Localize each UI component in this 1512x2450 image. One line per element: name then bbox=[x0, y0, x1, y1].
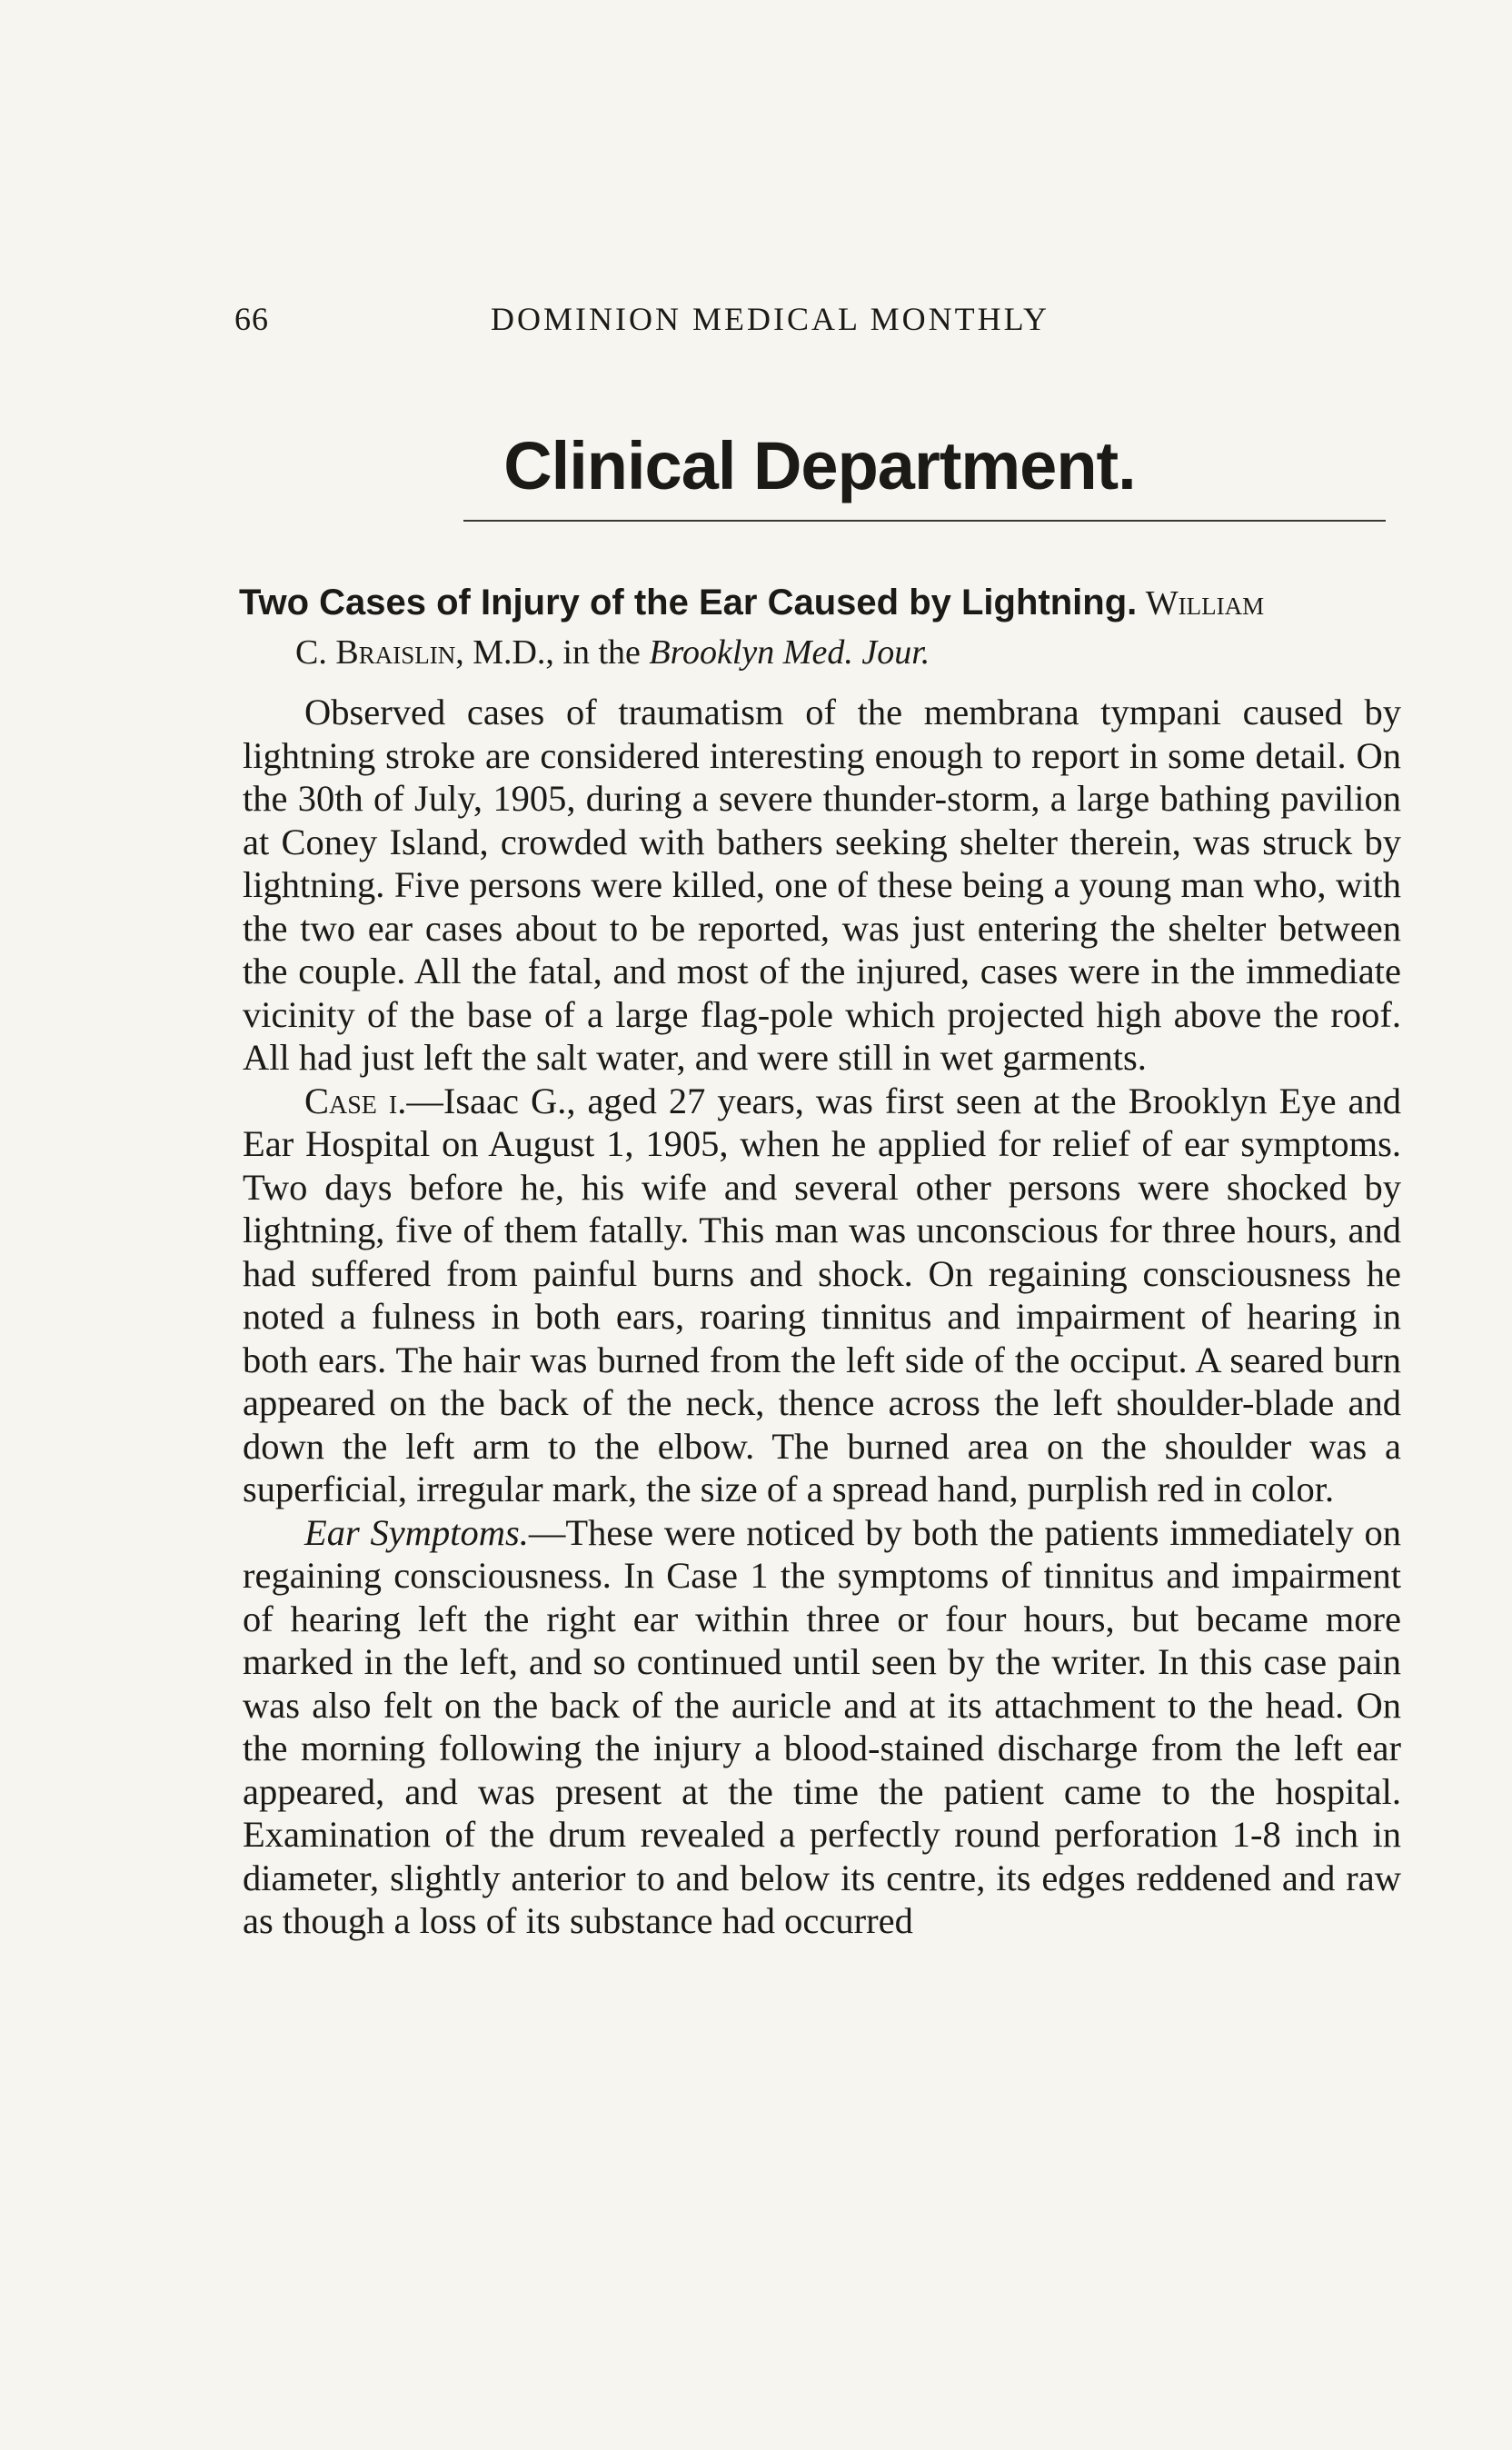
section-divider bbox=[463, 520, 1386, 522]
article-body bbox=[243, 691, 1401, 1943]
case-label: Case i. bbox=[304, 1080, 407, 1121]
case-1-text: —Isaac G., aged 27 years, was first seen at the Brooklyn Eye and Ear Hospital on August 1, 1905, when he applied for relief of ear symptoms. Two days before he, his wife and several other persons were shocked by lightning, five of them fatally. This man was unconscious for three hours, and had suffered from painful burns and shock. On regaining consciousness he noted a fulness in both ears, roaring tinnitus and impairment of hearing in both ears. The hair was burned from the left side of the occiput. A seared burn appeared on the back of the neck, thence across the left shoulder-blade and down the left arm to the elbow. The burned area on the shoulder was a superficial, irregular mark, the size of a spread hand, purplish red in color. bbox=[243, 1080, 1401, 1509]
page-number: 66 bbox=[234, 301, 269, 337]
author-first-name: William bbox=[1145, 584, 1265, 622]
section-heading: Clinical Department. bbox=[503, 428, 1136, 503]
article-title: Two Cases of Injury of the Ear Caused by Lightning. bbox=[239, 583, 1138, 622]
paragraph-intro: Observed cases of traumatism of the membrana tympani caused by lightning stroke are considered interesting enough to report in some detail. On the 30th of July, 1905, during a severe thunder-storm, a large bathing pavilion at Coney Island, crowded with bathers seeking shelter therein, was struck by lightning. Five persons were killed, one of these being a young man who, with the two ear cases about to be reported, was just entering the shelter between the couple. All the fatal, and most of the injured, cases were in the immediate vicinity of the base of a large flag-pole which projected high above the roof. All had just left the salt water, and were still in wet garments. bbox=[243, 692, 1401, 1078]
paragraph-case-1 bbox=[243, 1080, 1401, 1511]
author-suffix: M.D., in the bbox=[472, 633, 641, 672]
author-initial: C. bbox=[295, 633, 327, 672]
byline: C. Braislin, M.D., in the Brooklyn Med. Jour. bbox=[295, 633, 930, 672]
source-journal: Brooklyn Med. Jour. bbox=[649, 633, 930, 672]
running-head bbox=[0, 300, 1512, 345]
article-title-block bbox=[239, 578, 1402, 677]
author-last-name: Braislin bbox=[335, 633, 456, 672]
paragraph-ear-symptoms bbox=[243, 1511, 1401, 1943]
ear-symptoms-label: Ear Symptoms. bbox=[304, 1511, 529, 1553]
ear-symptoms-text: —These were noticed by both the patients immediately on regaining consciousness. In Case 1 the symptoms of tinnitus and impairment of hearing left the right ear within three or four hours, but became more marked in the left, and so continued until seen by the writer. In this case pain was also felt on the back of the auricle and at its attachment to the head. On the morning following the injury a blood-stained discharge from the left ear appeared, and was present at the time the patient came to the hospital. Examination of the drum revealed a perfectly round perforation 1-8 inch in diameter, slightly anterior to and below its centre, its edges reddened and raw as though a loss of its substance had occurred bbox=[243, 1511, 1401, 1941]
journal-title: DOMINION MEDICAL MONTHLY bbox=[491, 301, 1050, 337]
